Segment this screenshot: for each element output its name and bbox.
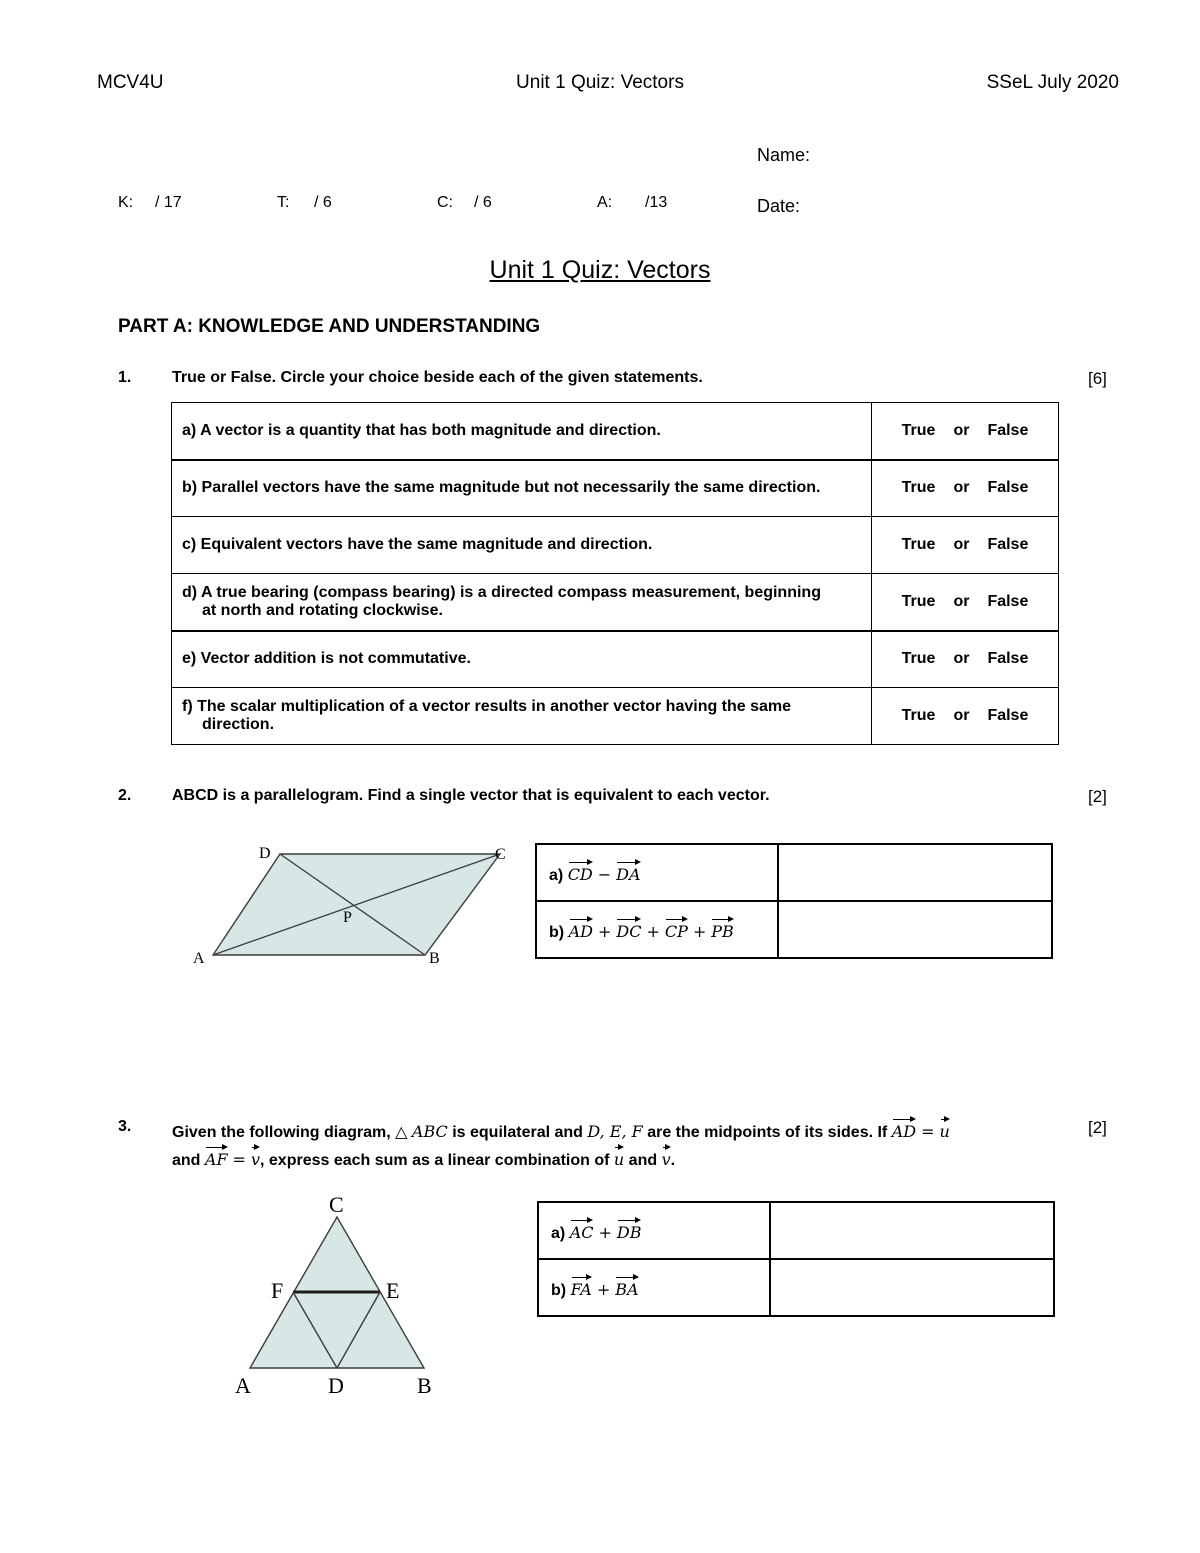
choice-f [872, 688, 1059, 745]
true-option[interactable]: True [901, 650, 936, 668]
mark-a-value: /13 [645, 194, 668, 211]
vertex-c-label: C [329, 1192, 344, 1217]
q3-answer-table [537, 1201, 1055, 1317]
midpoint-f-label: F [271, 1278, 284, 1303]
q3b-answer-cell[interactable] [770, 1259, 1054, 1316]
table-row [172, 631, 1059, 688]
vertex-a-label: A [235, 1373, 251, 1398]
choice-c [872, 517, 1059, 574]
table-row [172, 403, 1059, 460]
or-text: or [953, 707, 970, 724]
table-row [536, 901, 1052, 958]
mark-k-label: K: [118, 194, 134, 211]
vertex-b-label: B [429, 950, 440, 967]
vertex-a-label: A [193, 950, 205, 967]
table-row [538, 1202, 1054, 1259]
midpoint-d-label: D [328, 1373, 344, 1398]
true-option[interactable]: True [901, 707, 936, 724]
true-option[interactable]: True [901, 479, 936, 497]
mark-c-label: C: [437, 194, 453, 211]
course-code: MCV4U [97, 72, 164, 93]
triangle-diagram [230, 1188, 445, 1403]
false-option[interactable]: False [987, 650, 1029, 668]
q3a-expression: a) AC + DB [538, 1202, 770, 1259]
q2b-expression: b) AD + DC + CP + PB [536, 901, 778, 958]
q1-number: 1. [118, 369, 132, 386]
or-text: or [953, 479, 970, 497]
q3b-expression: b) FA + BA [538, 1259, 770, 1316]
false-option[interactable]: False [987, 592, 1029, 610]
q3-text-line2: and AF = v, express each sum as a linear combination of u and v. [172, 1146, 675, 1170]
table-row [536, 844, 1052, 901]
or-text: or [953, 650, 970, 668]
table-row [172, 517, 1059, 574]
q2a-expression: a) CD − DA [536, 844, 778, 901]
point-p-label: P [343, 909, 352, 926]
mark-t-value: / 6 [314, 194, 332, 211]
q2b-answer-cell[interactable] [778, 901, 1052, 958]
choice-a [872, 403, 1059, 460]
q2-points: [2] [1088, 787, 1107, 806]
document-title: Unit 1 Quiz: Vectors [489, 256, 711, 284]
statement-b: b) Parallel vectors have the same magnitude but not necessarily the same direction. [172, 460, 872, 517]
vertex-b-label: B [417, 1373, 432, 1398]
false-option[interactable]: False [987, 479, 1029, 497]
true-option[interactable]: True [901, 421, 936, 439]
choice-e [872, 631, 1059, 688]
true-option[interactable]: True [901, 592, 936, 610]
q2a-answer-cell[interactable] [778, 844, 1052, 901]
q3-text-line1: Given the following diagram, △ ABC is equilateral and D, E, F are the midpoints of its sides. If AD = u [172, 1118, 950, 1142]
false-option[interactable]: False [987, 536, 1029, 553]
mark-k-value: / 17 [155, 194, 182, 211]
date-label: Date: [757, 196, 801, 216]
statement-e: e) Vector addition is not commutative. [172, 631, 872, 688]
q2-text: ABCD is a parallelogram. Find a single vector that is equivalent to each vector. [172, 787, 770, 804]
table-row [172, 688, 1059, 745]
mark-t-label: T: [277, 194, 290, 211]
statement-f: f) The scalar multiplication of a vector results in another vector having the same direction. [172, 688, 872, 745]
table-row [172, 574, 1059, 631]
table-row [538, 1259, 1054, 1316]
vertex-c-label: C [495, 846, 506, 863]
true-false-table [171, 402, 1059, 745]
q3a-answer-cell[interactable] [770, 1202, 1054, 1259]
q2-number: 2. [118, 787, 132, 804]
false-option[interactable]: False [987, 707, 1029, 724]
name-label: Name: [757, 145, 811, 165]
statement-c: c) Equivalent vectors have the same magnitude and direction. [172, 517, 872, 574]
or-text: or [953, 536, 970, 553]
vertex-d-label: D [259, 845, 271, 862]
header-title: Unit 1 Quiz: Vectors [516, 72, 684, 93]
false-option[interactable]: False [987, 421, 1029, 439]
q3-points: [2] [1088, 1118, 1107, 1137]
mark-c-value: / 6 [474, 194, 492, 211]
part-a-heading: PART A: KNOWLEDGE AND UNDERSTANDING [118, 316, 541, 337]
mark-a-label: A: [597, 194, 613, 211]
q2-answer-table [535, 843, 1053, 959]
or-text: or [953, 592, 970, 610]
choice-d [872, 574, 1059, 631]
q1-text: True or False. Circle your choice beside each of the given statements. [172, 369, 703, 386]
q3-number: 3. [118, 1118, 132, 1135]
header-author: SSeL July 2020 [986, 72, 1119, 93]
parallelogram-diagram [185, 838, 520, 973]
q1-points: [6] [1088, 369, 1107, 388]
or-text: or [953, 421, 970, 439]
statement-d: d) A true bearing (compass bearing) is a directed compass measurement, beginning at north and rotating clockwise. [172, 574, 872, 631]
table-row [172, 460, 1059, 517]
statement-a: a) A vector is a quantity that has both magnitude and direction. [172, 403, 872, 460]
choice-b [872, 460, 1059, 517]
midpoint-e-label: E [386, 1278, 400, 1303]
true-option[interactable]: True [901, 536, 936, 553]
